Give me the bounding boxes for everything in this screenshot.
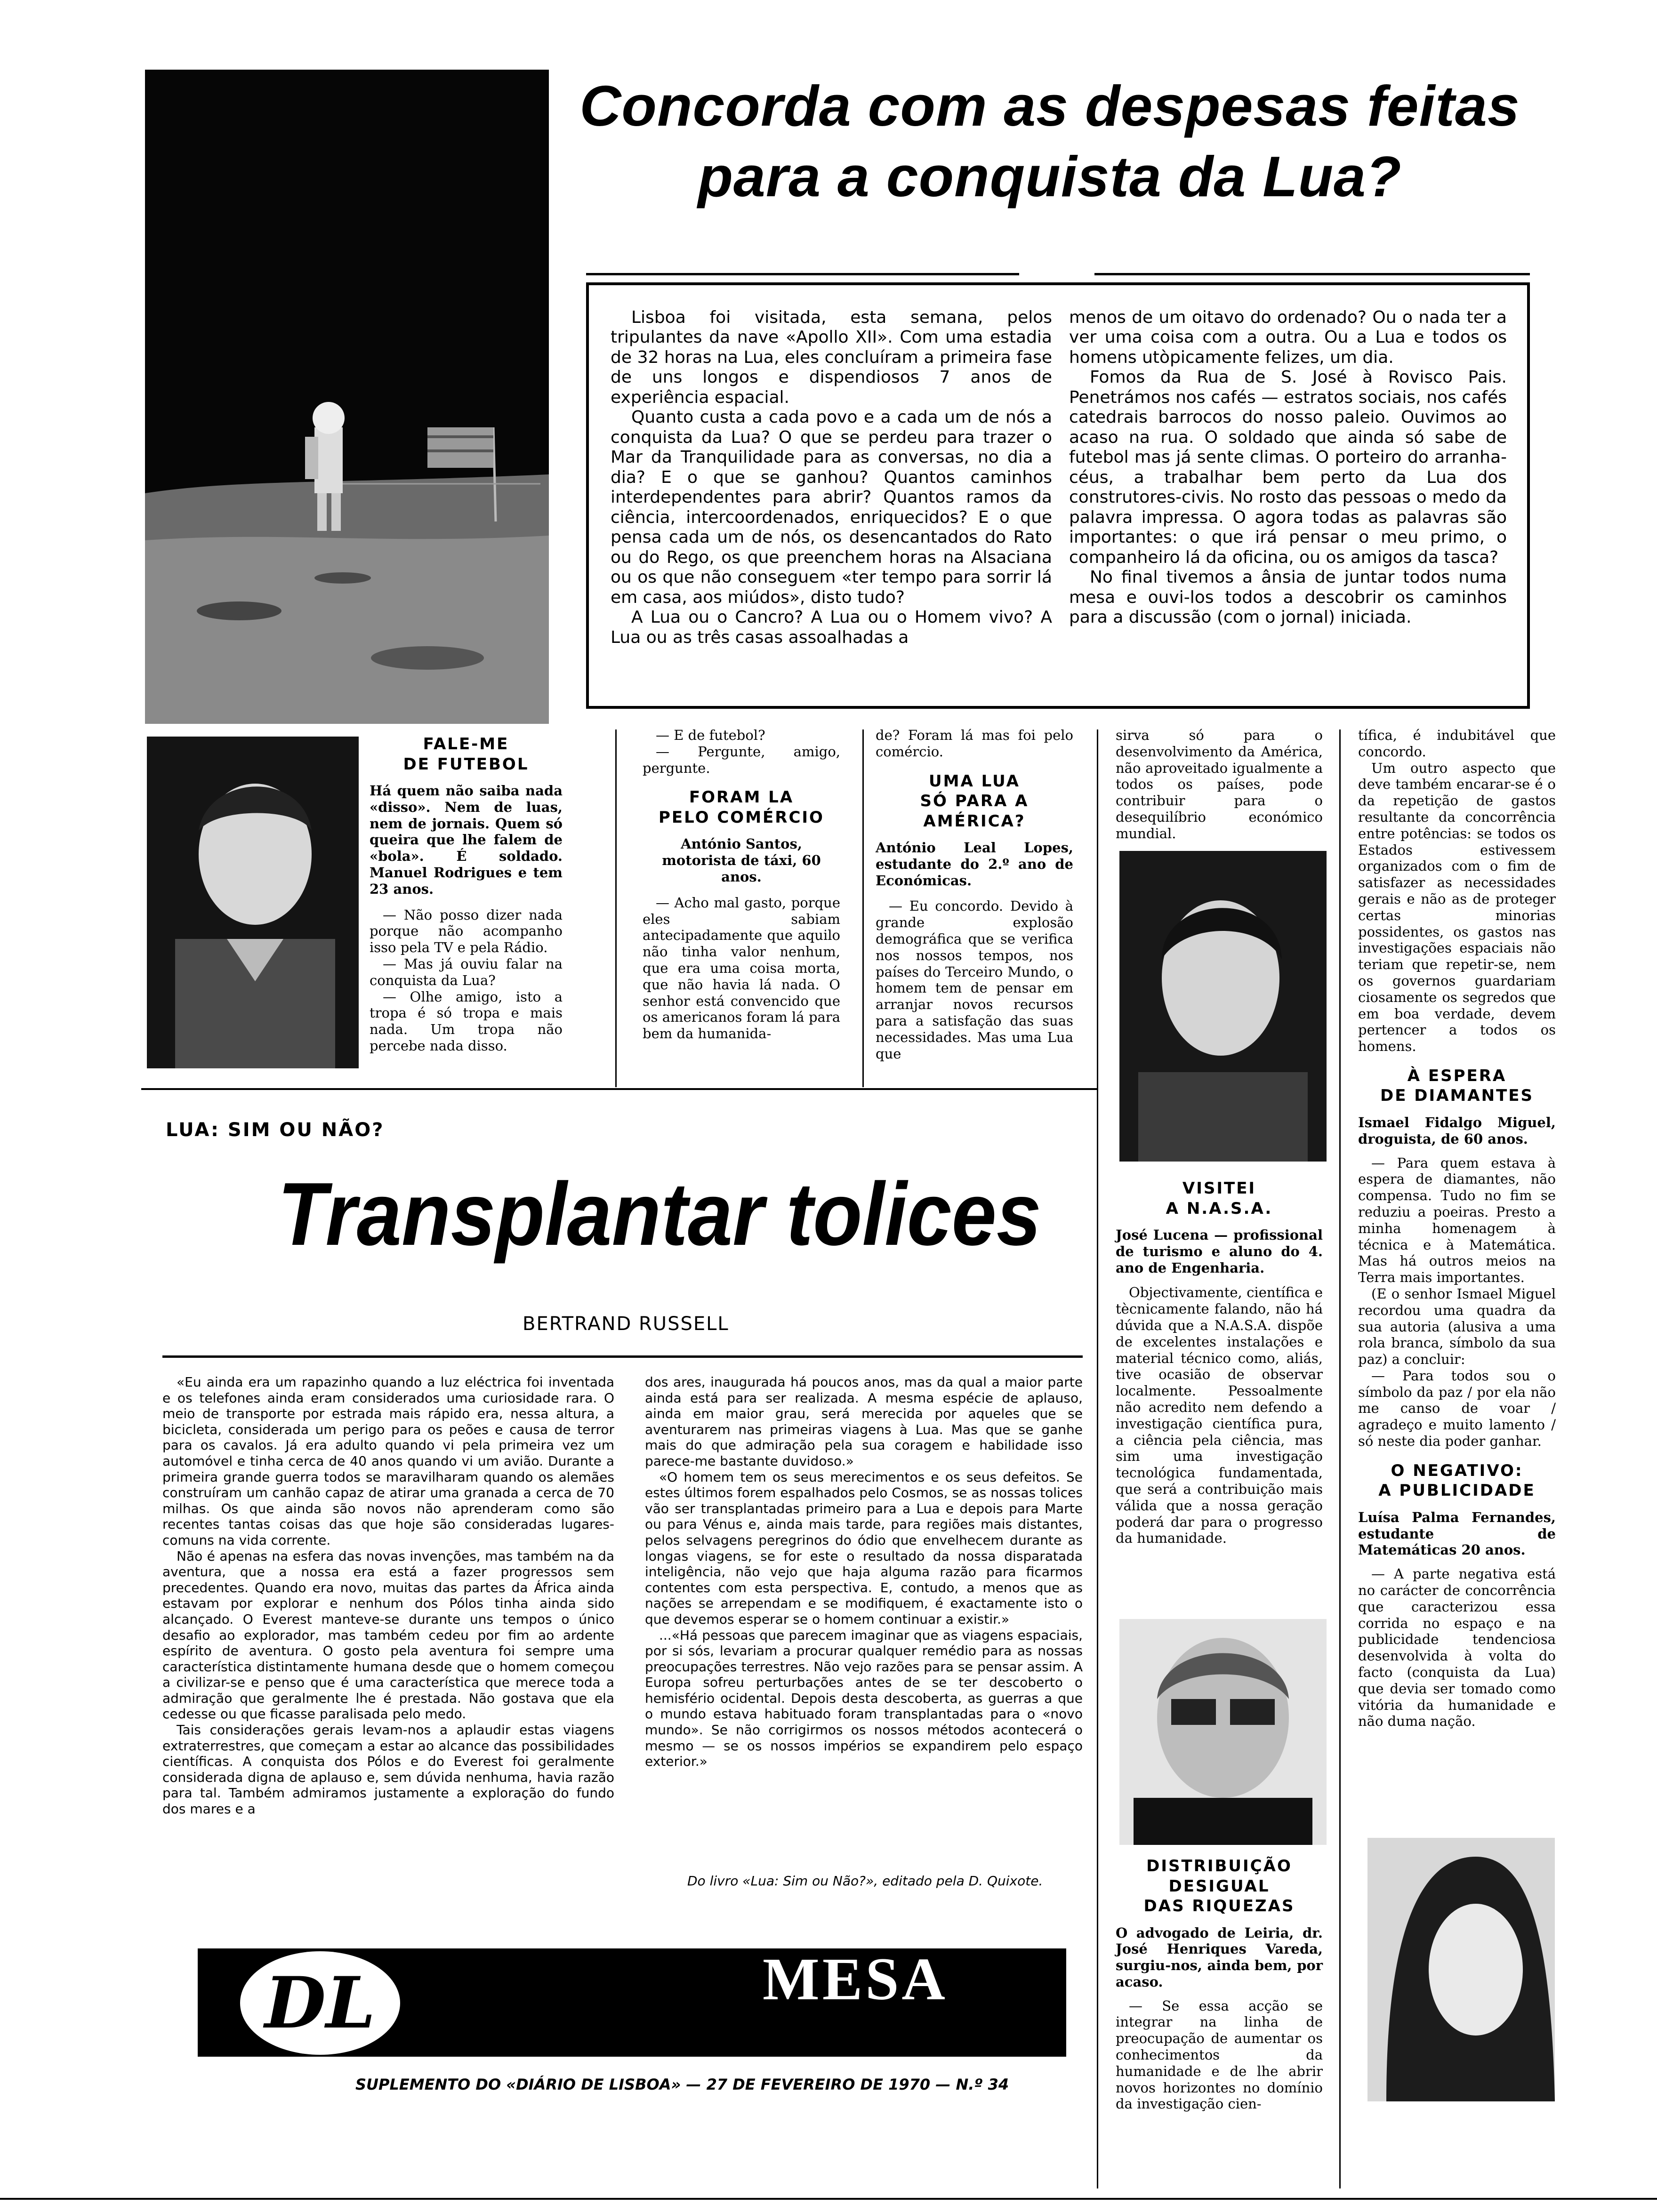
russell-paragraph: «O homem tem os seus merecimentos e os seus defeitos. Se estes últimos forem espalhados pelo Cosmos, se as nossas tolices vão ser transplantadas primeiro para a Lua e depois para Marte ou para Vénus e, ainda mais tarde, para regiões mais distantes, pelos selvagens peregrinos do ódio que envelhecem durante as longas viagens, se for este o resultado da nossa disparatada inteligência, não vejo que haja alguma razão para ficarmos contentes com esta perspectiva. E, contudo, a menos que as nações se arrependam e se modifiquem, é exactamente isto o que devemos esperar se o homem continuar a existir.» [645,1469,1083,1627]
intro-paragraph: Quanto custa a cada povo e a cada um de nós a conquista da Lua? O que se perdeu para trazer o Mar da Tranquilidade para as conversas, no dia a dia? E o que se ganhou? Quantos caminhos interdependentes para abrir? Quantos ramos da ciência, intercoordenados, enriquecidos? E o que pensa cada um de nós, os desencantados do Rato ou do Rego, os que preenchem horas na Alsaciana ou os que não conseguem «ter tempo para sorrir lá em casa, aos miúdos», disto tudo? [611,408,1052,607]
woman-photo [1367,1838,1555,2101]
intro-col-1 [611,308,1052,648]
rule-intro-left [586,273,1019,275]
masthead-logo: DL [240,1951,400,2055]
column-futebol [370,734,563,1054]
comercio-title: FORAM LA PELO COMÉRCIO [659,788,824,827]
intro-paragraph: Fomos da Rua de S. José à Rovisco Pais. Penetrámos nos cafés — estratos sociais, nos cafés catedrais barrocos do nosso paleio. Ouvimos ao acaso na rua. O soldado que ainda só sabe de futebol mas já sente climas. O porteiro do arranha-céus, a trabalhar bem perto da Lua dos construtores-civis. No rosto das pessoas o medo da palavra impressa. O agora todas as palavras são importantes: o que irá pensar o meu primo, o companheiro lá da oficina, ou os amigos da tasca? [1069,368,1507,567]
publicidade-lead: Luísa Palma Fernandes, estudante de Matemáticas 20 anos. [1358,1509,1556,1558]
futebol-title: FALE-ME DE FUTEBOL [403,735,529,774]
column-rule [615,729,617,1087]
intro-paragraph: Lisboa foi visitada, esta semana, pelos tripulantes da nave «Apollo XII». Com uma estadia de 32 horas na Lua, eles concluíram a primeira fase de uns longos e dispendiosos 7 anos de experiência espacial. [611,308,1052,407]
publicidade-title: O NEGATIVO: A PUBLICIDADE [1378,1461,1536,1500]
intro-box [586,282,1530,709]
america-title: UMA LUA SÓ PARA A AMÉRICA? [920,771,1029,831]
diamantes-body: — Para todos sou o símbolo da paz / por ela não me canso de voar / agradeço e muito lamento / só neste dia poder ganhar. [1358,1367,1556,1450]
america-body: — Eu concordo. Devido à grande explosão demográfica que se verifica nos nossos tempos, nos países do Terceiro Mundo, o homem tem de pensar em arranjar novos recursos para a satisfação das suas necessidades. Mas uma Lua que [876,898,1073,1062]
intro-paragraph: menos de um oitavo do ordenado? Ou o nada ter a ver uma coisa com a outra. Ou a Lua e todos os homens utòpicamente felizes, um dia. [1069,308,1507,367]
russell-kicker: LUA: SIM OU NÃO? [166,1119,385,1141]
russell-title: Transplantar tolices [278,1164,1041,1264]
column-comercio [643,727,840,1042]
nasa-body: Objectivamente, científica e tècnicamente falando, não há dúvida que a N.A.S.A. dispõe de excelentes instalações e material técnico como, aliás, tive ocasião de observar localmente. Pessoalmente não acredito nem defendo a investigação científica pura, a ciência pela ciência, mas sim uma investigação tecnológica fundamentada, que será a contribuição mais válida que a nossa geração poderá dar para o progresso da humanidade. [1116,1284,1323,1547]
main-headline [555,71,1544,212]
nasa-lead: José Lucena — profissional de turismo e aluno do 4. ano de Engenharia. [1116,1227,1323,1276]
headline-line-1: Concorda com as despesas feitas [579,74,1520,138]
masthead-line-1: MESA [763,1946,948,2012]
rule-intro-right [1094,273,1530,275]
young-man-photo [1119,851,1327,1162]
russell-paragraph: Não é apenas na esfera das novas invenções, mas também na da aventura, que a nossa era está a fazer progressos sem precedentes. Quando era novo, muitas das partes da África ainda estavam por explorar e nenhum dos Pólos tinha ainda sido alcançado. O Everest manteve-se durante uns tempos o único desafio ao explorador, mas também cedeu por fim ao ardente espírito de aventura. O gosto pela aventura foi sempre uma característica distintamente humana desde que o homem começou a civilizar-se e penso que é uma característica que merece toda a admiração que geralmente lhe é prestada. Não gostava que ela cedesse ou que ficasse paralisada pelo medo. [162,1548,614,1722]
lawyer-photo [1119,1619,1327,1845]
america-top: de? Foram lá mas foi pelo comércio. [876,727,1073,760]
column-5 [1358,727,1556,1730]
comercio-top: — E de futebol? [656,727,765,743]
intro-col-2 [1069,308,1507,628]
astronaut-photo [145,70,549,724]
diamantes-title: À ESPERA DE DIAMANTES [1380,1066,1534,1106]
riquezas-lead: O advogado de Leiria, dr. José Henriques Vareda, surgiu-nos, ainda bem, por acaso. [1116,1924,1323,1990]
masthead-line-2: REDONDA [405,2000,730,2067]
futebol-body: — Não posso dizer nada porque não acompanho isso pela TV e pela Rádio. [370,906,563,956]
intro-paragraph: A Lua ou o Cancro? A Lua ou o Homem vivo? A Lua ou as três casas assoalhadas a [611,608,1052,647]
col5-top: tífica, é indubitável que concordo. [1358,727,1556,760]
futebol-body: — Olhe amigo, isto a tropa é só tropa e mais nada. Um tropa não percebe nada disso. [370,988,563,1054]
bottom-rule [0,2198,1657,2200]
riquezas-body: — Se essa acção se integrar na linha de preocupação de aumentar os conhecimentos da humanidade e de lhe abrir novos horizontes no domínio da investigação cien- [1116,1997,1323,2112]
publicidade-body: — A parte negativa está no carácter de concorrência que caracterizou essa corrida no espaço e na publicidade tendenciosa desenvolvida à volta do facto (conquista da Lua) que devia ser tomado como vitória da humanidade e não duma nação. [1358,1566,1556,1730]
russell-source: Do livro «Lua: Sim ou Não?», editado pela D. Quixote. [687,1873,1043,1889]
diamantes-body: (E o senhor Ismael Miguel recordou uma quadra da sua autoria (alusiva a uma rola branca, símbolo da sua paz) a concluir: [1358,1285,1556,1368]
russell-rule [162,1355,1083,1358]
section-rule [141,1088,1097,1090]
column-rule [862,729,864,1087]
column-4 [1116,727,1323,842]
comercio-top: — Pergunte, amigo, pergunte. [643,743,840,776]
russell-col-2 [645,1374,1083,1770]
russell-paragraph: dos ares, inaugurada há poucos anos, mas da qual a maior parte ainda está para ser realizada. A mesma espécie de aplauso, ainda em maior grau, será merecida por aqueles que se aventurarem nas primeiras viagens à Lua. Mas que se ganhe mais do que admiração pela sua coragem e habilidade isso parece-me bastante duvidoso.» [645,1374,1083,1469]
intro-paragraph: No final tivemos a ânsia de juntar todos numa mesa e ouvi-los todos a descobrir os caminhos para a discussão (com o jornal) iniciada. [1069,568,1507,627]
nasa-title: VISITEI A N.A.S.A. [1166,1179,1273,1218]
comercio-body: — Acho mal gasto, porque eles sabiam antecipadamente que aquilo não tinha valor nenhum, que era uma coisa morta, que não havia lá nada. O senhor está convencido que os americanos foram lá para bem da humanida- [643,894,840,1042]
col4-top: sirva só para o desenvolvimento da América, não aproveitado igualmente a todos os países, pode contribuir para o desequilíbrio económico mundial. [1116,727,1323,842]
masthead-footer: SUPLEMENTO DO «DIÁRIO DE LISBOA» — 27 DE FEVEREIRO DE 1970 — N.º 34 [355,2076,1009,2093]
soldier-photo [147,737,359,1068]
col5-top: Um outro aspecto que deve também encarar-se é o da repetição de gastos resultante da concorrência entre potências: se todos os Estados estivessem organizados com o fim de satisfazer as necessidades gerais e não as de proteger certas minorias possidentes, os gastos nas investigações espaciais não teriam que repetir-se, nem os governos guardariam ciosamente os segredos que em boa verdade, devem pertencer a todos os homens. [1358,760,1556,1055]
russell-paragraph: Tais considerações gerais levam-nos a aplaudir estas viagens extraterrestres, que começam a estar ao alcance das possibilidades científicas. A conquista dos Pólos e do Everest foi geralmente considerada digna de aplauso e, sem dúvida nenhuma, havia razão para tal. Também admiramos justamente a exploração do fundo dos mares e a [162,1722,614,1817]
column-rule [1339,729,1341,2188]
column-riquezas [1116,1845,1323,2112]
russell-author: BERTRAND RUSSELL [523,1313,729,1335]
column-rule [1097,729,1098,2188]
riquezas-title: DISTRIBUIÇÃO DESIGUAL DAS RIQUEZAS [1143,1857,1295,1915]
diamantes-lead: Ismael Fidalgo Miguel, droguista, de 60 anos. [1358,1114,1556,1147]
russell-paragraph: «Eu ainda era um rapazinho quando a luz eléctrica foi inventada e os telefones ainda eram considerados uma curiosidade rara. O meio de transporte por estrada mais rápido era, nessa altura, a bicicleta, considerada um perigo para os peões e causa de terror para os cavalos. Já era adulto quando vi pela primeira vez um automóvel e tinha cerca de 40 anos quando vi um avião. Durante a primeira grande guerra todos se maravilharam quando os alemães construíram um canhão capaz de atirar uma granada a cerca de 70 milhas. Os que ainda são novos não aprenderam como são recentes tantas coisas das que hoje são consideradas lugares-comuns na vida corrente. [162,1374,614,1548]
comercio-lead: António Santos, motorista de táxi, 60 anos. [662,836,821,885]
column-america [876,727,1073,1062]
headline-line-2: para a conquista da Lua? [698,144,1402,208]
russell-col-1 [162,1374,614,1817]
futebol-body: — Mas já ouviu falar na conquista da Lua? [370,955,563,988]
column-nasa [1116,1167,1323,1547]
america-lead: António Leal Lopes, estudante do 2.º ano de Económicas. [876,840,1073,889]
diamantes-body: — Para quem estava à espera de diamantes, não compensa. Tudo no fim se reduziu a poeiras. Presto a minha homenagem à técnica e à Matemática. Mas há outros meios na Terra mais importantes. [1358,1154,1556,1286]
futebol-lead: Há quem não saiba nada «disso». Nem de luas, nem de jornais. Quem só queira que lhe falem de «bola». É soldado. Manuel Rodrigues e tem 23 anos. [370,783,563,897]
russell-paragraph: ...«Há pessoas que parecem imaginar que as viagens espaciais, por si sós, levariam a procurar qualquer remédio para as nossas preocupações terrestres. Não vejo razões para se pensar assim. A Europa sofreu perturbações antes de se ter descoberto o hemisfério ocidental. Depois desta descoberta, as guerras a que o mundo estava habituado foram transplantadas para o «novo mundo». Se não corrigirmos os nossos métodos acontecerá o mesmo — se os nossos impérios se expandirem pelo espaço exterior.» [645,1627,1083,1770]
